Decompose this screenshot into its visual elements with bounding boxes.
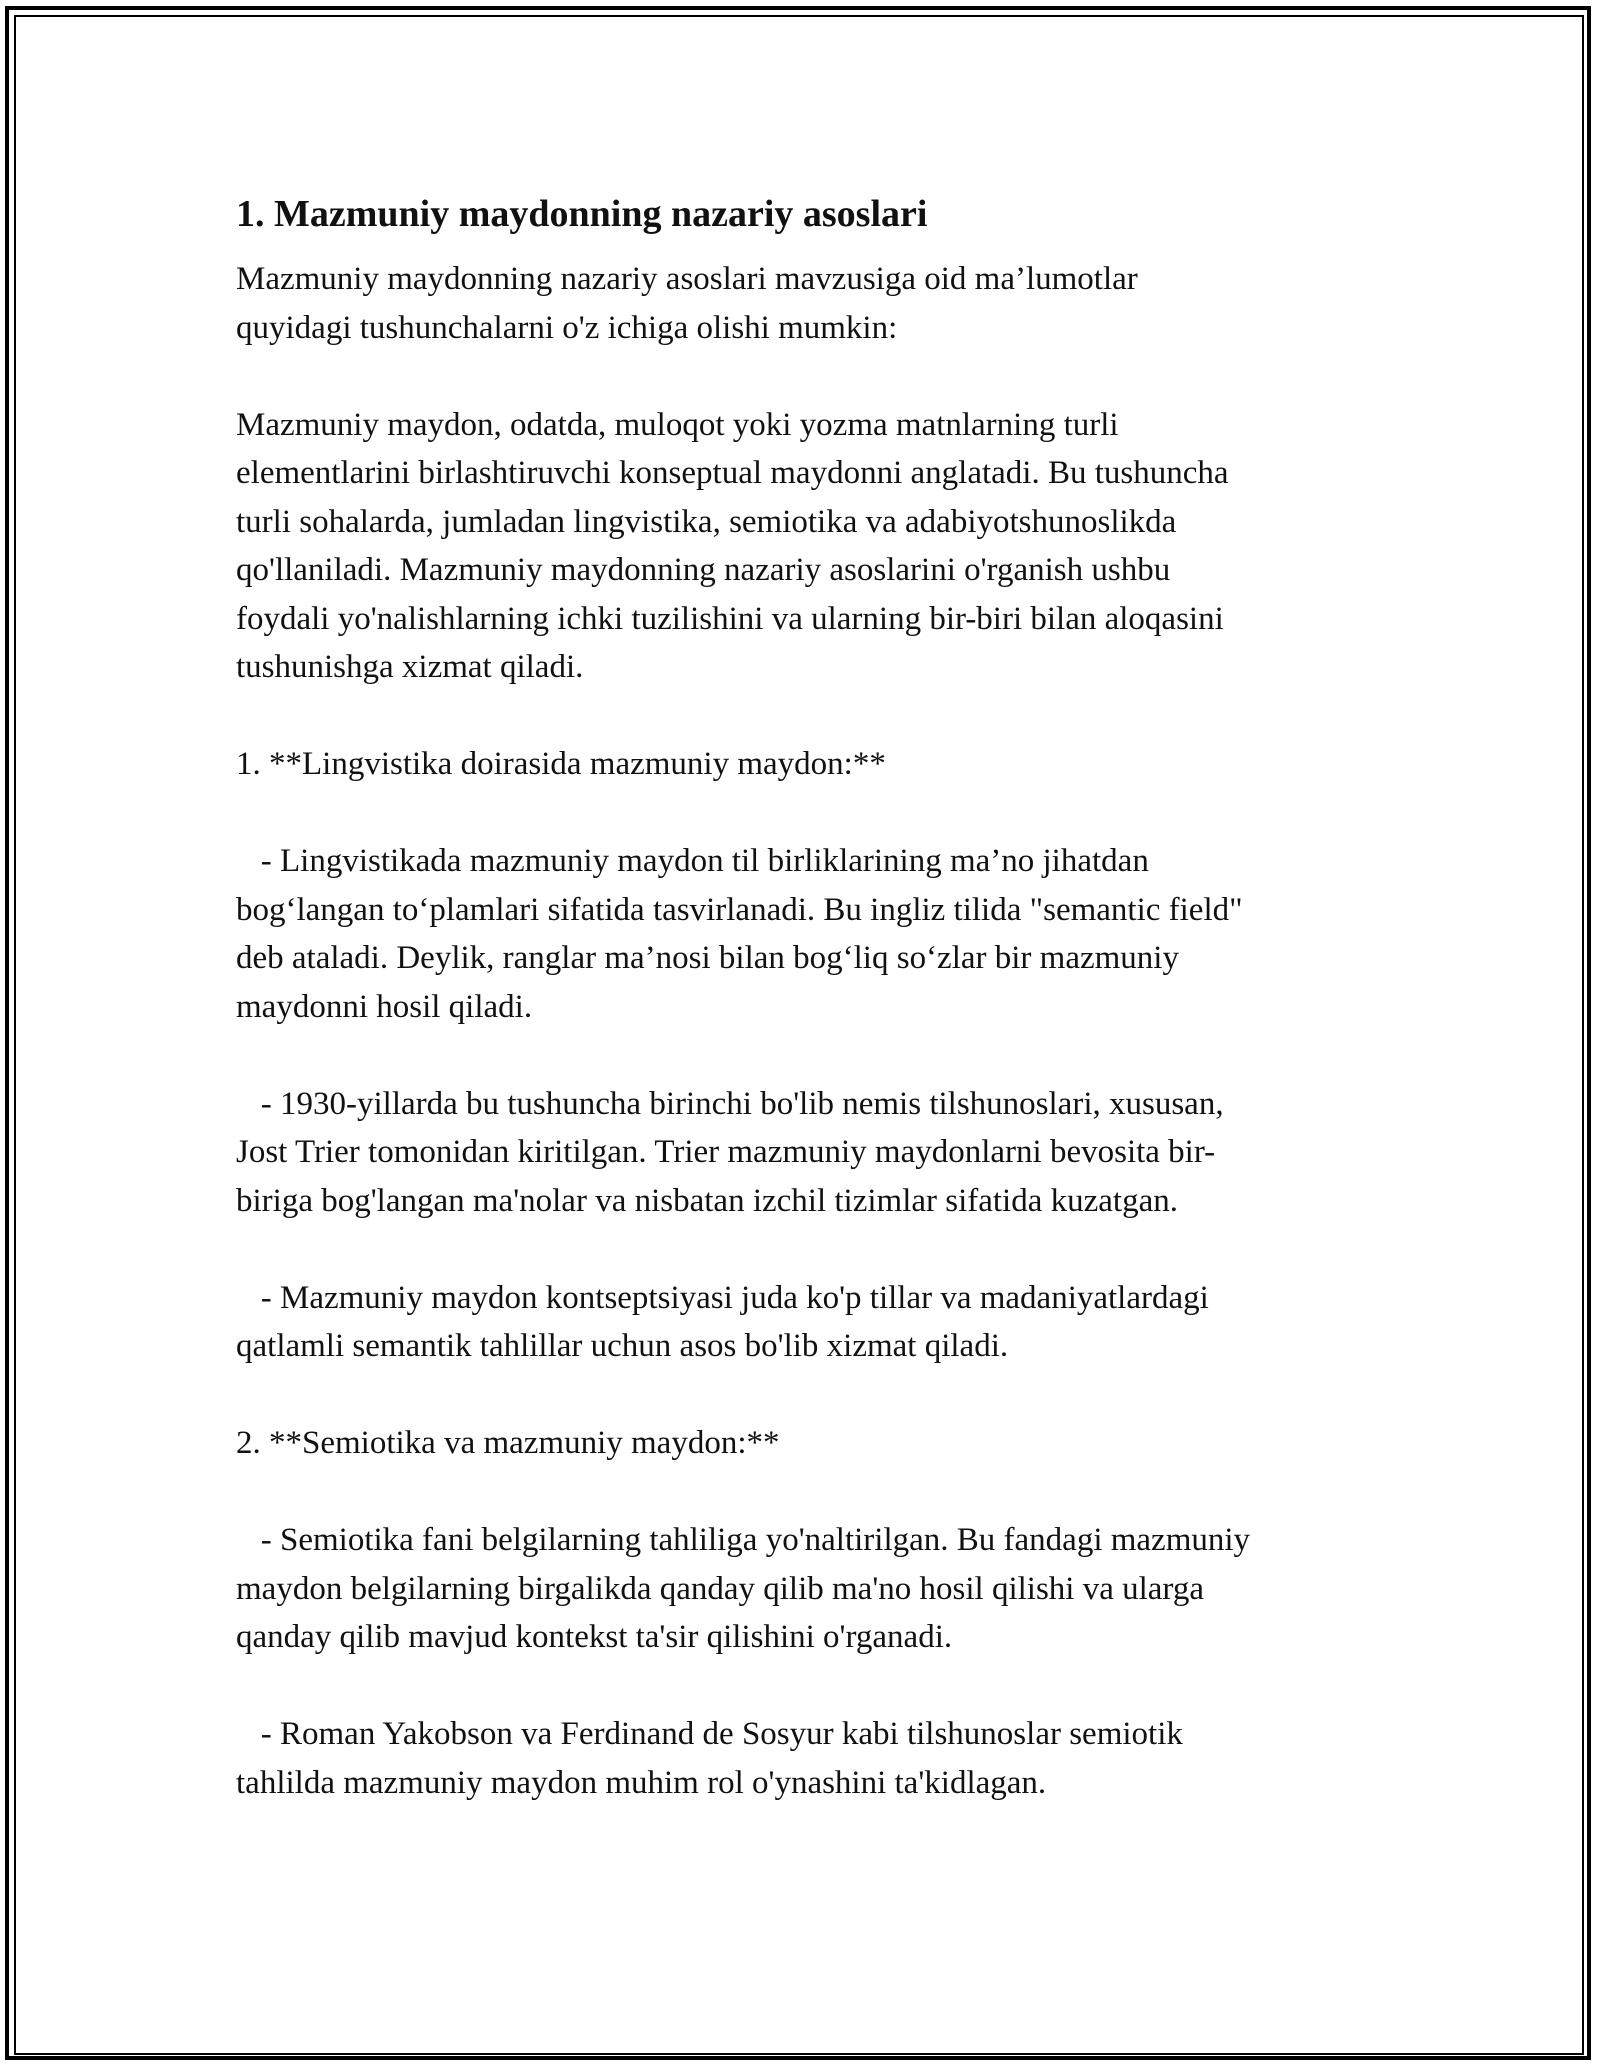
list-item-heading-linguistics: 1. **Lingvistika doirasida mazmuniy maydon:** — [236, 746, 886, 782]
list-item-heading-semiotics: 2. **Semiotika va mazmuniy maydon:** — [236, 1425, 780, 1461]
semiotics-point-2: - Roman Yakobson va Ferdinand de Sosyur kabi tilshunoslar semiotik tahlilda mazmuniy maydon muhim rol o'ynashini ta'kidlagan. — [236, 1716, 1183, 1801]
linguistics-point-1: - Lingvistikada mazmuniy maydon til birliklarining ma’no jihatdan bog‘langan to‘plamlari sifatida tasvirlanadi. Bu ingliz tilida "semantic field" deb ataladi. Deylik, ranglar ma’nosi bilan bog‘liq so‘zlar bir mazmuniy maydonni hosil qiladi. — [236, 843, 1243, 1025]
linguistics-point-2: - 1930-yillarda bu tushuncha birinchi bo'lib nemis tilshunoslari, xususan, Jost Trier tomonidan kiritilgan. Trier mazmuniy maydonlarni bevosita bir- biriga bog'langan ma'nolar va nisbatan izchil tizimlar sifatida kuzatgan. — [236, 1085, 1224, 1219]
section-heading: 1. Mazmuniy maydonning nazariy asoslari — [236, 193, 928, 235]
semiotics-point-1: - Semiotika fani belgilarning tahliliga yo'naltirilgan. Bu fandagi mazmuniy maydon belgilarning birgalikda qanday qilib ma'no hosil qilishi va ularga qanday qilib mavjud kontekst ta'sir qilishini o'rganadi. — [236, 1522, 1251, 1655]
document-body — [236, 185, 1376, 1856]
intro-paragraph: Mazmuniy maydonning nazariy asoslari mavzusiga oid ma’lumotlar quyidagi tushunchalarni o'z ichiga olishi mumkin: — [236, 261, 1138, 346]
linguistics-point-3: - Mazmuniy maydon kontseptsiyasi juda ko'p tillar va madaniyatlardagi qatlamli semantik tahlillar uchun asos bo'lib xizmat qiladi. — [236, 1279, 1209, 1364]
definition-paragraph: Mazmuniy maydon, odatda, muloqot yoki yozma matnlarning turli elementlarini birlashtiruvchi konseptual maydonni anglatadi. Bu tushuncha turli sohalarda, jumladan lingvistika, semiotika va adabiyotshunoslikda qo'llaniladi. Mazmuniy maydonning nazariy asoslarini o'rganish ushbu foydali yo'nalishlarning ichki tuzilishini va ularning bir-biri bilan aloqasini tushunishga xizmat qiladi. — [236, 406, 1229, 685]
